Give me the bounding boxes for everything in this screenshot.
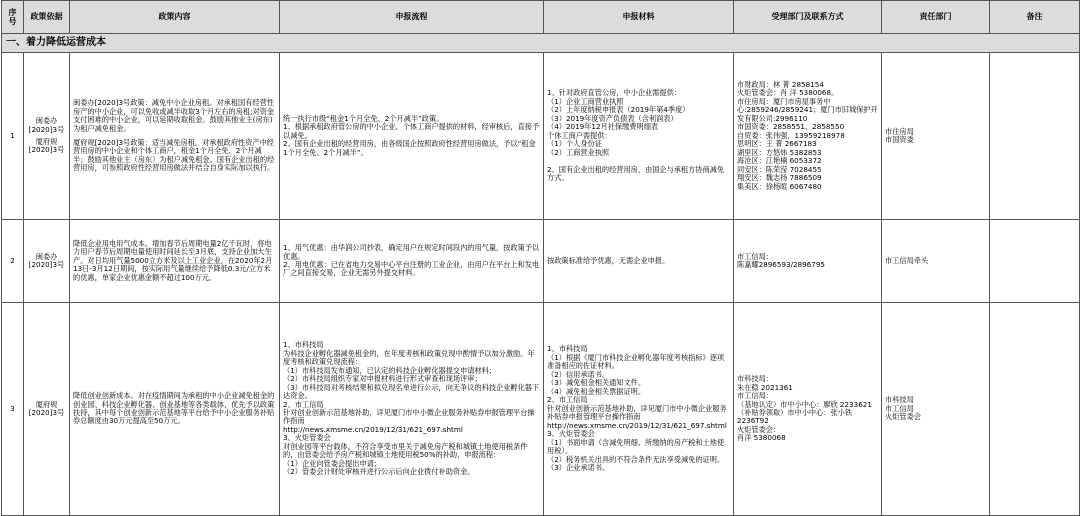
section-title: 一、着力降低运营成本 <box>2 34 1080 53</box>
row-dept: 市财政局：林 菁 2858154 火炬管委会：肖 洋 5380068。 市住房局：厦门市房屋事务中 心:2859246/2859241；厦门市旧城保护开发有限公司:2996110 市国资委：2858551、2858550 自贸委：张伟强，13959218978 思明区：王 菁 2667183 湖里区：方悠炜 5382853 海沧区：江艳楠 6053372 同安区：陈荣滢 7028455 翔安区：魏志扬 7886509 集美区：徐杨暄 6067480 <box>734 53 882 220</box>
header-note: 备注 <box>990 1 1080 34</box>
row-materials: 1、市科技局 （1）根据《厦门市科技企业孵化器年度考核指标》逐项准备相应的佐证材料。 （2）信用承诺书。 （3）减免租金相关通知文件。 （4）减免租金相关票据证明。 2、市工信局 针对创业创新示范基地补助，详见厦门市中小微企业服务补贴券申报管理平台操作指南http://news.xmsme.cn/2019/12/31/621_697.shtml 3、火炬管委会 （1）书面申请（含减免明细、所缴纳的房产税和土地使用税）。 （2）税务机关出具的不符合条件无法享受减免的证明。 （3）企业承诺书。 <box>544 303 734 516</box>
basis-item: 厦府规 [2020]3号 <box>28 137 65 155</box>
row-materials: 按政策标准给予优惠，无需企业申报。 <box>544 220 734 303</box>
guide-link[interactable]: http://news.xmsme.cn/2019/12/31/621_697.shtml <box>283 424 463 434</box>
row-responsible: 市住房局 市国资委 <box>882 53 990 220</box>
row-content: 降低企业用电用气成本。增加春节后周期电量2亿千瓦时，将电力用户春节后周期电量使用时间延长至3月底，支持企业加大生产。对日均用气量5000立方米及以上工业企业，在2020年2月13日-3月12日期间，按实际用气量继续给予降低0.3元/立方米的优惠，单家企业优惠金额不超过100万元。 <box>70 220 280 303</box>
content-paragraph: 闽委办[2020]3号政策：减免中小企业房租。对承租国有经营性房产的中小企业，可以免收或减半收取3个月左右的房租;对资金支付困难的中小企业，可以延期收取租金。鼓励其他业主(房东)为租户减免租金。 <box>73 98 275 133</box>
header-dept: 受理部门及联系方式 <box>734 1 882 34</box>
row-note <box>990 220 1080 303</box>
row-basis <box>24 303 70 516</box>
header-materials: 申报材料 <box>544 1 734 34</box>
header-basis: 政策依据 <box>24 1 70 34</box>
row-process <box>280 303 544 516</box>
row-content <box>70 53 280 220</box>
row-responsible: 市工信局牵头 <box>882 220 990 303</box>
header-content: 政策内容 <box>70 1 280 34</box>
table-row <box>2 303 1080 516</box>
row-no: 3 <box>2 303 24 516</box>
header-no: 序号 <box>2 1 24 34</box>
table-header-row <box>2 1 1080 34</box>
header-process: 申报流程 <box>280 1 544 34</box>
section-row <box>2 34 1080 53</box>
row-content: 降低创业创新成本。对在疫情期间为承租的中小企业减免租金的创业园、科技企业孵化器、创业基地等各类载体，优先予以政策扶持，其中每个创业创新示范基地等平台给予中小企业服务补贴券总额度由30万元提高至50万元。 <box>70 303 280 516</box>
basis-item: 厦府规 [2020]3号 <box>28 399 65 417</box>
row-dept: 市工信局： 陈嘉耀2896593/2896795 <box>734 220 882 303</box>
row-process: 1、用气优惠：由华润公司抄表，确定用户在规定时间段内的用气量，按政策予以优惠。 2、用电优惠：已在省电力交易中心平台注册的工业企业，由用户在平台上和发电厂之间直接交易，企业无需另外提交材料。 <box>280 220 544 303</box>
row-note <box>990 53 1080 220</box>
row-no: 2 <box>2 220 24 303</box>
row-process: 统一执行市级“租金1个月全免、2个月减半”政策。 1、根据承租政府管公房的中小企业、个体工商户提供的材料，经审核后，直接予以减免。 2、国有企业出租的经营用房，由各级国企按照政府性经营用房做法，予以“租金1个月全免、2个月减半”。 <box>280 53 544 220</box>
process-step-science: 1、市科技局 为科技企业孵化器减免租金的，在年度考核和政策兑现中酌情予以加分激励。年度考核和政策兑现流程： （1）市科技局发布通知，已认定的科技企业孵化器提交申请材料； （2）市科技局组织专家对申报材料进行形式审查和现场评审； （3）市科技局对考核结果和拟兑现名单进行公示，向无争议的科技企业孵化器下达资金。 <box>283 340 540 401</box>
process-step-torch: 3、火炬管委会 对创业园等平台载体，不符合享受市里关于减免房产税和城镇土地使用税条件的，由管委会给予房产税和城镇土地使用税50%的补助，申报流程： （1）企业向管委会提出申请； （2）管委会计财处审核并进行公示后向企业拨付补助资金。 <box>283 433 528 477</box>
row-dept: 市科技局： 朱在稳 2021361 市工信局： （基地认定）市中小中心：廖欣 2233621 （补贴券领取）市中小中心：张小铁 2236T92 火炬管委会： 肖洋 5380068 <box>734 303 882 516</box>
row-responsible: 市科技局 市工信局 火炬管委会 <box>882 303 990 516</box>
row-no: 1 <box>2 53 24 220</box>
basis-item: 闽委办 [2020]3号 <box>28 251 65 269</box>
process-step-industry: 2、市工信局 针对创业创新示范基地补助，详见厦门市中小微企业服务补贴券申报管理平台操作指南 <box>283 399 535 426</box>
header-responsible: 责任部门 <box>882 1 990 34</box>
policy-table <box>1 0 1080 516</box>
table-row <box>2 53 1080 220</box>
basis-item: 闽委办 [2020]3号 <box>28 116 65 134</box>
table-row <box>2 220 1080 303</box>
content-paragraph: 厦府规[2020]3号政策：适当减免房租。对承租政府性资产中经营用房的中小企业和个体工商户，租金1个月全免、2个月减半；鼓励其他业主（房东）为租户减免租金。国有企业出租的经营用房，可参照政府性经营用房做法并结合自身实际加以执行。 <box>73 138 275 173</box>
row-note <box>990 303 1080 516</box>
row-basis <box>24 53 70 220</box>
row-materials: 1、针对政府直管公房，中小企业需提供： （1）企业工商营业执照 （2）上年度纳税申报表（2019年第4季度） （3）2019年度资产负债表（含利润表） （4）2019年12月社保缴费明细表 个体工商户需提供： （1）个人身份证 （2）工商营业执照 2、国有企业出租的经营用房，由国企与承租方协商减免方式。 <box>544 53 734 220</box>
row-basis <box>24 220 70 303</box>
